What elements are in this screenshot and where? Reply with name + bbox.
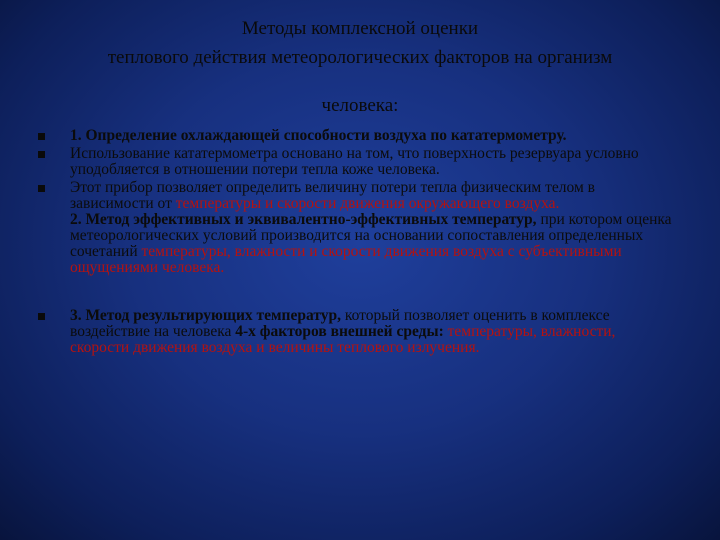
title-line-1: Методы комплексной оценки	[241, 18, 479, 39]
method-2-description: при котором оценка метеорологических условий производится на основании сопоставления определенных сочетаний	[70, 211, 672, 260]
device-description: Этот прибор позволяет определить величину потери тепла физическим телом в зависимости от	[70, 179, 595, 212]
slide-title	[30, 14, 690, 120]
list-item	[38, 146, 678, 178]
factors-label: 4-х факторов внешней среды:	[235, 323, 444, 340]
square-bullet-icon	[38, 151, 45, 158]
method-2-heading: 2. Метод эффективных и эквивалентно-эффективных температур,	[70, 211, 537, 228]
bullet-list	[38, 128, 678, 358]
title-line-2: теплового действия метеорологических факторов на организм	[107, 47, 613, 69]
square-bullet-icon	[38, 133, 45, 140]
spacer	[38, 278, 678, 308]
list-item	[38, 308, 678, 356]
list-item	[38, 180, 678, 276]
highlight-text: температуры и скорости движения окружающего воздуха.	[175, 195, 560, 212]
title-line-3: человека:	[321, 94, 399, 116]
highlight-text: температуры, влажности, скорости движения воздуха и величины теплового излучения.	[70, 323, 616, 356]
katathermometer-description: Использование кататермометра основано на том, что поверхность резервуара условно уподобляется в отношении потери тепла коже человека.	[70, 145, 639, 178]
square-bullet-icon	[38, 313, 45, 320]
list-item	[38, 128, 678, 144]
square-bullet-icon	[38, 185, 45, 192]
method-1-heading: 1. Определение охлаждающей способности воздуха по кататермометру.	[70, 127, 567, 144]
method-3-description: который позволяет оценить в комплексе воздействие на человека	[70, 307, 610, 340]
highlight-text: температуры, влажности и скорости движения воздуха с субъективными ощущениями человека.	[70, 243, 622, 276]
method-3-heading: 3. Метод результирующих температур,	[70, 307, 341, 324]
